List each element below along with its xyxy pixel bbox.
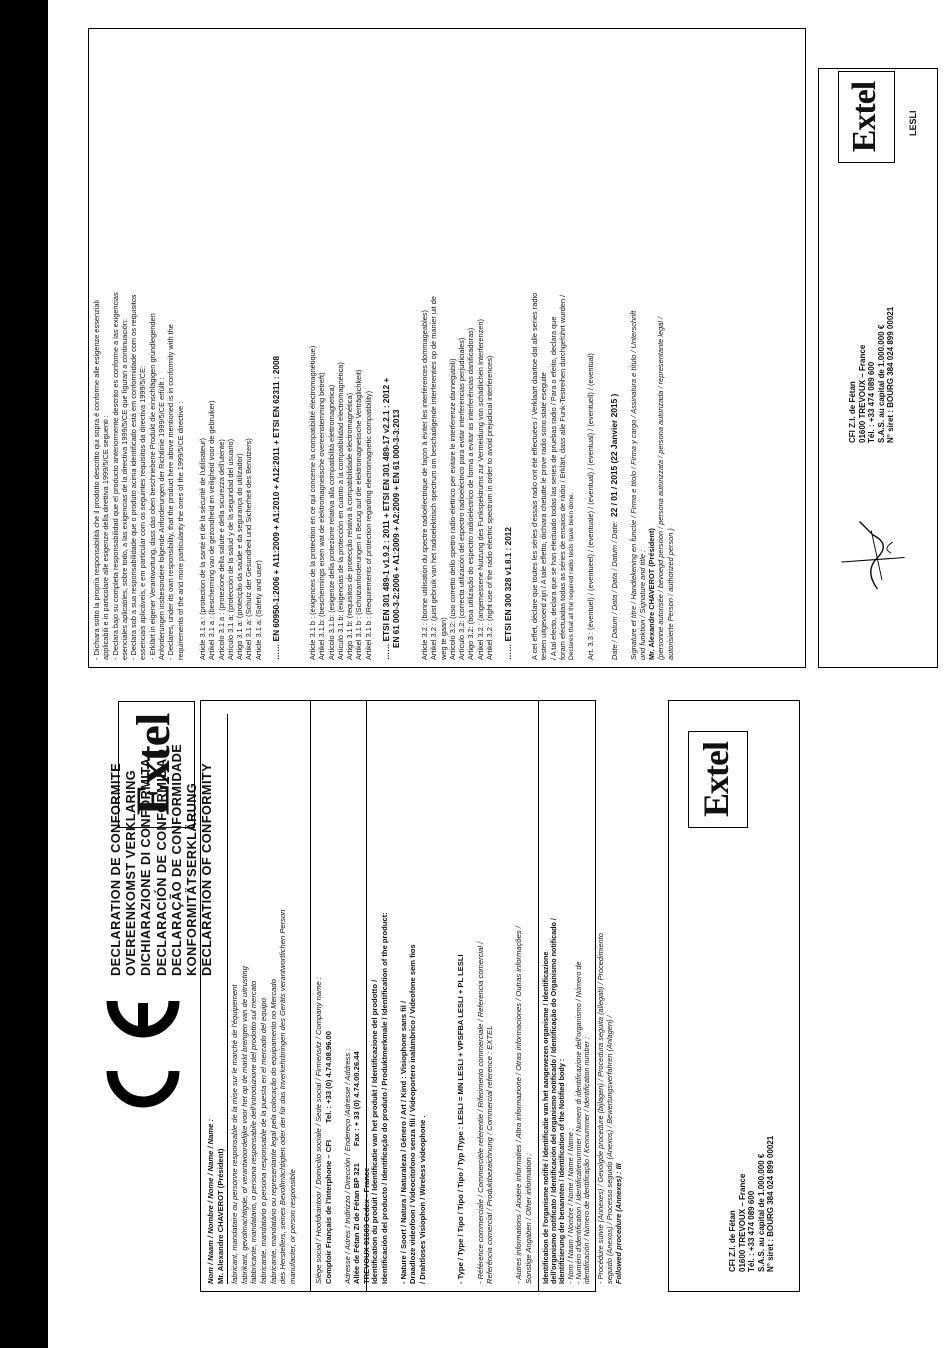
title-nl: OVEREENKOMST VERKLARING	[123, 769, 139, 976]
title-es: DECLARACIÓN DE CONFORMIDAD	[153, 748, 169, 976]
company-section	[314, 977, 372, 1284]
name-value: Mr. Alexandre CHAVEROT (Président)	[215, 1148, 225, 1284]
radio-tests-section: A cet effet, déclare que toutes les séries d'essais radio ont été effectuées / Verklaart daartoe dat alle series radio testen uitgevoerd zijn / A tale effetto, dichiara chetutte le prove radio sono state eseguite / A tal efecto, declara que se han efectuado todas las series de pruebas radio / Para o efeito, declara que foram efectuadas todas as séries de ensaios de rádio / Erklärt, dass alle Funk-Testreihen durchgeführt wurden / Declares that all the required radio tests have been done. Art. 3.3 : (éventuel) / (eventueel) / (eventuale) / (eventual) / (eventual) / (eventuell) / (eventual)	[530, 292, 595, 660]
left-black-bar	[0, 0, 48, 1348]
signer-name: Mr. Alexandre CHAVEROT (Président)	[647, 528, 657, 660]
procedure-line: - Procédure suivie (Annexes) / Gevolgde procedure (bijlagen) / Procedura seguita (allegati) / Procedimiento	[596, 933, 605, 1284]
ce-mark-icon	[104, 993, 182, 1133]
role-line: fabricante, mandatario o persona responsable de la puesta en el mercado del equipo	[258, 998, 268, 1284]
nature-line: - Nature / Soort / Natura / Naturaleza / Género / Art / Kind : Visiophone sans fil /	[398, 1000, 408, 1284]
title-en: DECLARATION OF CONFORMITY	[199, 762, 215, 976]
role-line: fabbricante, mandatario, o persona responsabile dell'introduzione del prodotto sul mercato	[249, 980, 259, 1284]
standard-radio: …… ETSI EN 300 328 v1.8.1 : 2012	[503, 527, 513, 660]
standard-emc-1: …… ETSI EN 301 489-1 v1.9.2 : 2011 + ETSI EN 301 489-17 v2.2.1 : 2012 +	[382, 377, 392, 660]
title-fr: DECLARATION DE CONFORMITE	[108, 762, 123, 976]
other-info-line-2: Sonstige Angaben / Other information :	[523, 1153, 533, 1284]
article-3-3: Art. 3.3 : (éventuel) / (eventueel) / (eventuale) / (eventual) / (eventual) / (eventuell) / (eventual)	[585, 353, 595, 660]
date-label: Date / Datum / Data / Data / Datum / Date:	[610, 521, 619, 660]
type-line: - Type / Type / Tipo / Tipo / Tipo / Typ /Type : LESLI = MN LESLI + VPSFBA LESLI + PL LESLI	[456, 954, 466, 1284]
company-name: Comptoir Français de l'Interphone – CFI	[323, 1140, 333, 1284]
notified-body-section	[542, 918, 591, 1284]
procedure-line: Followed procedure (Annexes) : III	[614, 1163, 623, 1284]
intro-section: - Dichiara sotto la propria responsabilità che il prodotto descritto qui sopra è conforme alle esigenze essenziali applicabili e in particolare alle esigenze della direttiva 1999/5/CE seguenti : - Declara bajo su completa responsabilidad que el producto anteriormente descrito es conforme a las exigencias esenciales aplicables, sobre todo, a las exigencias de la directiva 1999/5/CE que figuran a continuación: - Declara sob a sua responsabilidade que o produto acima identificado está em conformidade com os requisitos essenciais aplicáveis, e em particular com os seguintes requisitos da directiva 1999/5/CE: - Erklärt in eigener Verantwortung, dass das oben beschriebene Produkt die einschlägigen grundlegenden Anforderungen insbesondere folgende Anforderungen der Richtlinie 1999/5/CE erfüllt : - Declares, under its own responsibility, that the product here above mentioned is in conformity with the requirements of the and more particularity the ones of the 1999/5/CE directive :	[92, 292, 185, 660]
notified-line: Identification de l'organisme notifié / Identificatie van het aangewezen organisme / Identificazione	[541, 951, 550, 1284]
annex-title: ANNEXE - ALLEGATO - ANEXO - ANNEX - BIJLAGE - ANHANG	[58, 294, 85, 1054]
extel-logo-right: Extel	[838, 71, 895, 163]
role-line: manufacter, or person responsible	[287, 1169, 297, 1284]
other-info-line-1: - Autres informations / Andere informaties / Altra informazione / Otras informaciones / Outras informações /	[513, 926, 523, 1284]
extel-logo-bottom-left: Extel	[688, 731, 748, 828]
date-value: 22 / 01 / 2015 (22 Janvier 2015 )	[609, 393, 619, 518]
signature-icon	[828, 503, 918, 603]
rotated-document	[48, 0, 950, 1348]
title-pt: DECLARAÇÃO DE CONFORMIDADE	[168, 743, 184, 976]
product-label-2: Identificación del producto / Identificação do produto / Produktmerkmale / Identification of the product:	[379, 912, 389, 1284]
role-line: des Herstellers, seines Bevollmächtigten oder der für das Inverkehrbringen des Geräts verantwortlichen Person	[278, 909, 288, 1284]
company-label: Siège social / Hoofdkantoor / Domicilio sociale / Sede social / Firmensitz / Company name :	[314, 977, 323, 1284]
notified-line: Identifizierung der benannten / Identification of the Notified body :	[557, 1058, 567, 1284]
role-line: fabricant, mandataire ou personne responsable de la mise sur le marché de l'équipement	[230, 984, 240, 1284]
model-label: LESLI	[908, 110, 918, 136]
role-line: fabrikant, gevolmachtigde, of verantwoordelijke voor het op de markt brengen van de uitrusting	[239, 966, 249, 1284]
procedure-line: seguido (Anexos) / Processo seguido (Anexos) / Bewertungsverfahren (Anlagen) /	[605, 1015, 614, 1284]
document-frame	[48, 0, 950, 1348]
extel-logo-top-left: Extel	[118, 701, 195, 828]
product-label: Identification du produit / Identificatie van het produkt / Identificazione del prodotto /	[370, 979, 379, 1284]
address-line2: TREVOUX 01603 Cedex - France	[361, 1167, 371, 1284]
nature-value-1: Draadloze videofoon / Videocitofono senza fili / Videoportero inalámbrico / Videofone sem fios	[408, 944, 418, 1284]
notified-line: identificación / Número de identificação / Kennummer / Identification number :	[582, 1037, 592, 1284]
product-section	[370, 912, 533, 1284]
name-label: Nom / Naam / Nombre / Nome / Name / Name :	[206, 1119, 215, 1284]
reference-line-1: - Référence commerciale / Commerciële referentie / Riferimento commerciale / Referencia comercial /	[475, 941, 485, 1284]
title-it: DICHIARAZIONE DI CONFORMITA	[138, 757, 154, 976]
address-label: Adresse / Adres / Indirizzo / Dirección / Endereço /Adresse / Address :	[342, 1048, 352, 1284]
cfi-address-left: CFI Z.I. de Fétan 01600 TREVOUX – France Tél. : +33 474 089 600 S.A.S. au capital de 1.000.000 € N° siret : BOURG 384 024 899 00021	[728, 1135, 775, 1272]
name-section	[206, 714, 297, 1284]
notified-line: - Nom / Naam / Nombre / Nome / Name / Name :	[565, 1128, 575, 1284]
date-section: Date / Datum / Data / Data / Datum / Date: 22 / 01 / 2015 (22 Janvier 2015 ) Signature et titre / Handtekening en functie / Firma e titolo / Firma y cargo / Assinatura e título / Unterschrift und funktion / Signature and title : Mr. Alexandre CHAVEROT (Président) (personne autorisée / bevoegd persoon / persona autorizzata / persona autorizada / representante legal / autorisierte Person / authorized person )	[609, 310, 675, 660]
address-line1: Allée de Fétan ZI de Fétan BP 321	[352, 1163, 362, 1284]
article-3-2-section: Article 3.2 : (bonne utilisation du spectre radioélectrique de façon à éviter les interférences dommageables) Artikel 3.2 : (juist gebruik van het radioelektrisch spectrum om beschadigende interferenties op de manier uit de weg te gaan) Articolo 3.2: (uso corretto dello spettro radio-elettrico per evitare le interferenze dannegiabili) Artículo 3.2: (correcta utilización del espectro radioeléctrico para evitar interferencias perjudiciales) Artigo 3.2: (boa utilização do espectro radioeléctrico de forma a evitar as interferências danificadoras) Artikel 3.2 : (angemessene Nutzung des Funkspektrums zur Vermeidung von schädlichen Interferenzen) Artikel 3.2 : (right use of the radio electric spectrum in order to avoid prejudicial interferences) …… ETSI EN 300 328 v1.8.1 : 2012	[420, 296, 513, 660]
title-de: KONFORMITÄTSERKLÄRUNG	[184, 782, 200, 976]
standard-emc-2: EN 61 000-3-2:2006 + A1:2009 + A2:2009 + EN 61 000-3-3:2013	[391, 409, 401, 648]
company-fax: Fax : + 33 (0) 4.74.00.26.44	[352, 1051, 362, 1147]
cfi-address-right: CFI Z.I. de Fétan 01600 TREVOUX – France Tél. : +33 474 089 600 S.A.S. au capital de 1.000.000 € N° siret : BOURG 384 024 899 00021	[848, 306, 895, 443]
reference-line-2: Referência comercial / Produktbezeichnung / Commercial reference : EXTEL	[485, 1025, 495, 1284]
company-tel: Tel. : +33 (0) 4.74.08.96.00	[323, 1031, 333, 1124]
nature-value-2: / Drahtloses Visiophon / Wireless videophone .	[417, 1115, 427, 1284]
standard-safety: …… EN 60950-1:2006 + A11:2009 + A1:2010 + A12:2011 + ETSI EN 62311 : 2008	[272, 355, 282, 660]
article-3-1b-section: Article 3.1 b : (exigences de la protection en ce qui concerne la compatibilité électromagnétique) Artikel 3.1.b: (beschermings eisen wat de elektromagnetische overeenstemming betreft) Articolo 3.1.b: (esigenze della protezione relativa alla compatibilità elettromagnetica) Artículo 3.1 b: (exigencias de la protección en cuanto a la compatibilidad electromagnética) Artigo 3.1 b: (requisitos de protecção relativa à compatibilidade electromagnética) Artikel 3.1 b : (Schutzanforderungen in Bezug auf die elektromagnetische Verträglichkeit) Artikel 3.1 b : (Requirements of protection regarding electromagnetic compatibility) …… ETSI EN 301 489-1 v1.9.2 : 2011 + ETSI EN 301 489-17 v2.2.1 : 2012 + EN 61 000-3-2:2006 + A1:2009 + A2:2009 + EN 61 000-3-3:2013	[308, 345, 401, 660]
notified-line: - Numéro d'identification / Identificatienummer / Numero di identificazione dell'organismo / Número de	[573, 961, 583, 1284]
article-3-1a-section: Article 3.1 a : (protection de la santé et de la sécurité de l'utilisateur) Artikel 3.1 a : (bescherming van de gezondheid en veiligheid voor de gebruiker) Articolo 3.1 a : (protezione della salute e della sicurezza dell'utente) Artículo 3.1 a: (protección de la salud y de la seguridad del usuario) Artigo 3.1 a: (protecção da saúde e da segurança do utilizador) Artikel 3.1 a: (Schutz der Gesundheit und Sicherheit des Benutzers) Article 3.1 a: (Safety and user) …… EN 60950-1:2006 + A11:2009 + A1:2010 + A12:2011 + ETSI EN 62311 : 2008	[198, 355, 282, 660]
notified-line: dell'organismo notificato / Identificación del organismo notificado / Identificação do Organismo notificado /	[549, 918, 559, 1284]
procedure-section	[596, 933, 623, 1284]
role-line: fabricante, mandatário ou representante legal pela colocação do equipamento no Mercado	[268, 979, 278, 1284]
